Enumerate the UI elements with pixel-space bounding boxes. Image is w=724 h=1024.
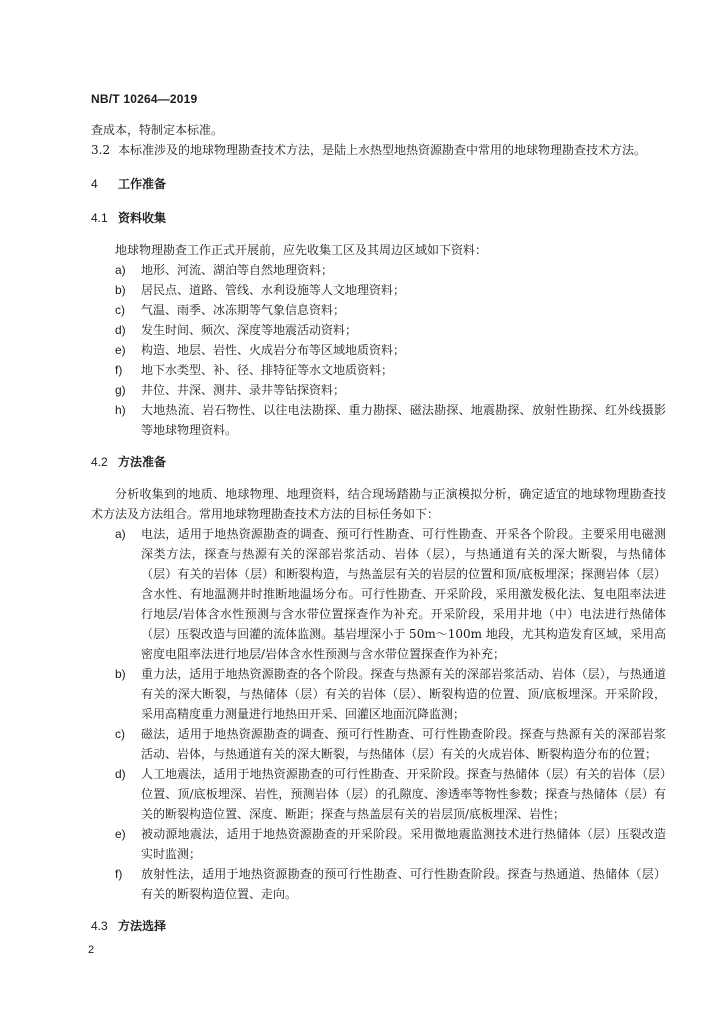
list-item-label: g): [115, 383, 126, 397]
list-item: [91, 524, 666, 664]
list-item-label: c): [115, 727, 125, 741]
section-4-2-heading: [91, 452, 666, 472]
section-4-2-intro: 分析收集到的地质、地球物理、地理资料，结合现场踏勘与正演模拟分析，确定适宜的地球物理勘查技术方法及方法组合。常用地球物理勘查技术方法的目标任务如下：: [91, 487, 666, 521]
list-item: [91, 300, 666, 320]
standard-code-header: NB/T 10264—2019: [91, 92, 198, 106]
list-item-text: 居民点、道路、管线、水利设施等人文地理资料；: [141, 283, 406, 297]
list-item: [91, 260, 666, 280]
list-item-label: e): [115, 343, 126, 357]
list-item-label: f): [115, 363, 123, 377]
list-item: [91, 340, 666, 360]
list-item-text: 地下水类型、补、径、排特征等水文地质资料；: [141, 363, 394, 377]
section-4-heading: [91, 174, 666, 194]
list-item-text: 电法，适用于地热资源勘查的调查、预可行性勘查、可行性勘查、开采各个阶段。主要采用电磁测深类方法，探查与热源有关的深部岩浆活动、岩体（层），与热通道有关的深大断裂，与热储体（层）有关的岩体（层）和断裂构造，与热盖层有关的岩层的位置和顶/底板埋深；探测岩体（层）含水性、有地温测井时推断地温场分布。可行性勘查、开采阶段，采用激发极化法、复电阻率法进行地层/岩体含水性预测与含水带位置探查作为补充。开采阶段，采用井地（中）电法进行热储体（层）压裂改造与回灌的流体监测。基岩埋深小于 50m～100m 地段，尤其构造发育区域，采用高密度电阻率法进行地层/岩体含水性预测与含水带位置探查作为补充；: [141, 527, 666, 661]
list-item-label: d): [115, 323, 126, 337]
section-number: 4.3: [91, 919, 108, 933]
list-item: [91, 380, 666, 400]
page-number: 2: [88, 944, 95, 956]
clause-text: 本标准涉及的地球物理勘查技术方法，是陆上水热型地热资源勘查中常用的地球物理勘查技术方法。: [118, 143, 647, 157]
list-item-text: 井位、井深、测井、录井等钻探资料；: [141, 383, 346, 397]
section-title: 方法选择: [118, 919, 167, 933]
list-item: [91, 280, 666, 300]
list-item-label: f): [115, 867, 123, 881]
list-item: [91, 864, 666, 904]
list-item-text: 磁法，适用于地热资源勘查的调查、预可行性勘查、可行性勘查阶段。探查与热源有关的深部岩浆活动、岩体，与热通道有关的深大断裂，与热储体（层）有关的火成岩体、断裂构造分布的位置；: [141, 727, 666, 761]
list-item-label: a): [115, 527, 126, 541]
section-number: 4.2: [91, 455, 108, 469]
clause-3-2: [91, 140, 666, 160]
list-item-label: b): [115, 667, 126, 681]
section-4-1-heading: [91, 208, 666, 228]
list-item-label: a): [115, 263, 126, 277]
list-item-text: 放射性法，适用于地热资源勘查的预可行性勘查、可行性勘查阶段。探查与热通道、热储体（层）有关的断裂构造位置、走向。: [141, 867, 666, 901]
list-item-label: b): [115, 283, 126, 297]
section-4-3-heading: [91, 916, 666, 936]
list-item: [91, 764, 666, 824]
data-collection-list: [91, 260, 666, 440]
list-item-text: 重力法，适用于地热资源勘查的各个阶段。探查与热源有关的深部岩浆活动、岩体（层），与热通道有关的深大断裂，与热储体（层）有关的岩体（层）、断裂构造的位置、顶/底板埋深。开采阶段，采用高精度重力测量进行地热田开采、回灌区地面沉降监测；: [141, 667, 667, 721]
list-item: [91, 360, 666, 380]
list-item: [91, 320, 666, 340]
list-item-text: 大地热流、岩石物性、以往电法勘探、重力勘探、磁法勘探、地震勘探、放射性勘探、红外线摄影等地球物理资料。: [141, 403, 666, 437]
list-item: [91, 664, 666, 724]
section-4-1-intro: 地球物理勘查工作正式开展前，应先收集工区及其周边区域如下资料：: [115, 243, 488, 257]
list-item-text: 被动源地震法，适用于地热资源勘查的开采阶段。采用微地震监测技术进行热储体（层）压裂改造实时监测；: [141, 827, 666, 861]
list-item-text: 人工地震法，适用于地热资源勘查的可行性勘查、开采阶段。探查与热储体（层）有关的岩体（层）位置、顶/底板埋深、岩性，预测岩体（层）的孔隙度、渗透率等物性参数；探查与热储体（层）有关的断裂构造位置、深度、断距；探查与热盖层有关的岩层顶/底板埋深、岩性；: [141, 767, 666, 821]
list-item-text: 地形、河流、湖泊等自然地理资料；: [141, 263, 334, 277]
list-item-label: c): [115, 303, 125, 317]
method-list: [91, 524, 666, 904]
clause-number: 3.2: [91, 143, 111, 157]
list-item-text: 发生时间、频次、深度等地震活动资料；: [141, 323, 358, 337]
list-item-text: 构造、地层、岩性、火成岩分布等区域地质资料；: [141, 343, 406, 357]
section-number: 4.1: [91, 211, 108, 225]
list-item: [91, 724, 666, 764]
list-item-label: h): [115, 403, 126, 417]
list-item: [91, 824, 666, 864]
body-text: [91, 120, 666, 948]
continuation-text: 查成本，特制定本标准。: [91, 123, 224, 137]
section-number: 4: [91, 177, 98, 191]
list-item-text: 气温、雨季、冰冻期等气象信息资料；: [141, 303, 346, 317]
section-title: 方法准备: [118, 455, 167, 469]
list-item-label: d): [115, 767, 126, 781]
section-title: 资料收集: [118, 211, 167, 225]
list-item-label: e): [115, 827, 126, 841]
section-title: 工作准备: [118, 177, 167, 191]
list-item: [91, 400, 666, 440]
